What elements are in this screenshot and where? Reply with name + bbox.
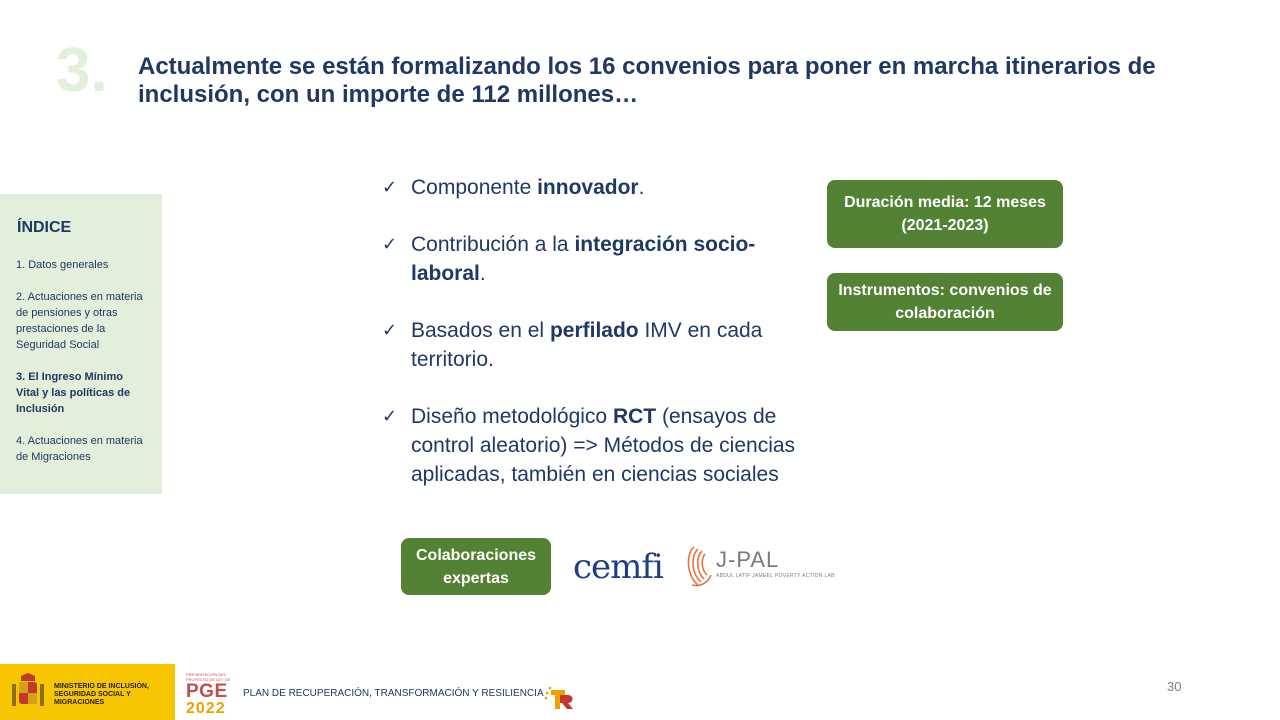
index-item-migraciones[interactable]: 4. Actuaciones en materia de Migraciones [16, 435, 143, 463]
bullet-item: ✓ Basados en el perfilado IMV en cada territorio. [382, 316, 802, 374]
index-sidebar [0, 194, 162, 494]
jpal-subtitle: ABDUL LATIF JAMEEL POVERTY ACTION LAB [716, 573, 835, 579]
bullet-list [382, 173, 802, 517]
page-number: 30 [1167, 679, 1182, 694]
checkmark-icon: ✓ [382, 320, 398, 340]
duration-box: Duración media: 12 meses (2021-2023) [827, 180, 1063, 248]
recovery-plan-label: PLAN DE RECUPERACIÓN, TRANSFORMACIÓN Y RESILIENCIA [243, 688, 544, 699]
index-item-ingreso-minimo-vital[interactable]: 3. El Ingreso Mínimo Vital y las políticas de Inclusión [16, 371, 131, 415]
bullet-item: ✓ Diseño metodológico RCT (ensayos de control aleatorio) => Métodos de ciencias aplicadas, también en ciencias sociales [382, 402, 802, 489]
bullet-item: ✓ Componente innovador. [382, 173, 802, 202]
cemfi-logo: cemfi [573, 547, 663, 587]
index-item-datos-generales[interactable]: 1. Datos generales [16, 259, 109, 271]
index-item-pensiones[interactable]: 2. Actuaciones en materia de pensiones y otras prestaciones de la Seguridad Social [16, 291, 143, 351]
index-heading: ÍNDICE [17, 219, 72, 236]
bullet-item: ✓ Contribución a la integración socio-laboral. [382, 230, 802, 288]
ministry-logo [0, 664, 175, 720]
ministry-name: MINISTERIO DE INCLUSIÓN, SEGURIDAD SOCIAL Y MIGRACIONES [54, 683, 149, 706]
pge-2022-logo: PRESENTACIÓN DEL PROYECTO DE LEY DE PGE 2022 [186, 672, 231, 717]
checkmark-icon: ✓ [382, 234, 398, 254]
section-number: 3. [56, 36, 108, 105]
jpal-wordmark: J-PAL [716, 547, 780, 572]
slide-title: Actualmente se están formalizando los 16 convenios para poner en marcha itinerarios de inclusión, con un importe de 112 millones… [138, 53, 1156, 108]
coat-of-arms-icon [8, 672, 48, 712]
checkmark-icon: ✓ [382, 406, 398, 426]
checkmark-icon: ✓ [382, 177, 398, 197]
instruments-box: Instrumentos: convenios de colaboración [827, 273, 1063, 331]
recovery-plan-icon [543, 681, 575, 711]
collaborations-box: Colaboraciones expertas [401, 538, 551, 595]
